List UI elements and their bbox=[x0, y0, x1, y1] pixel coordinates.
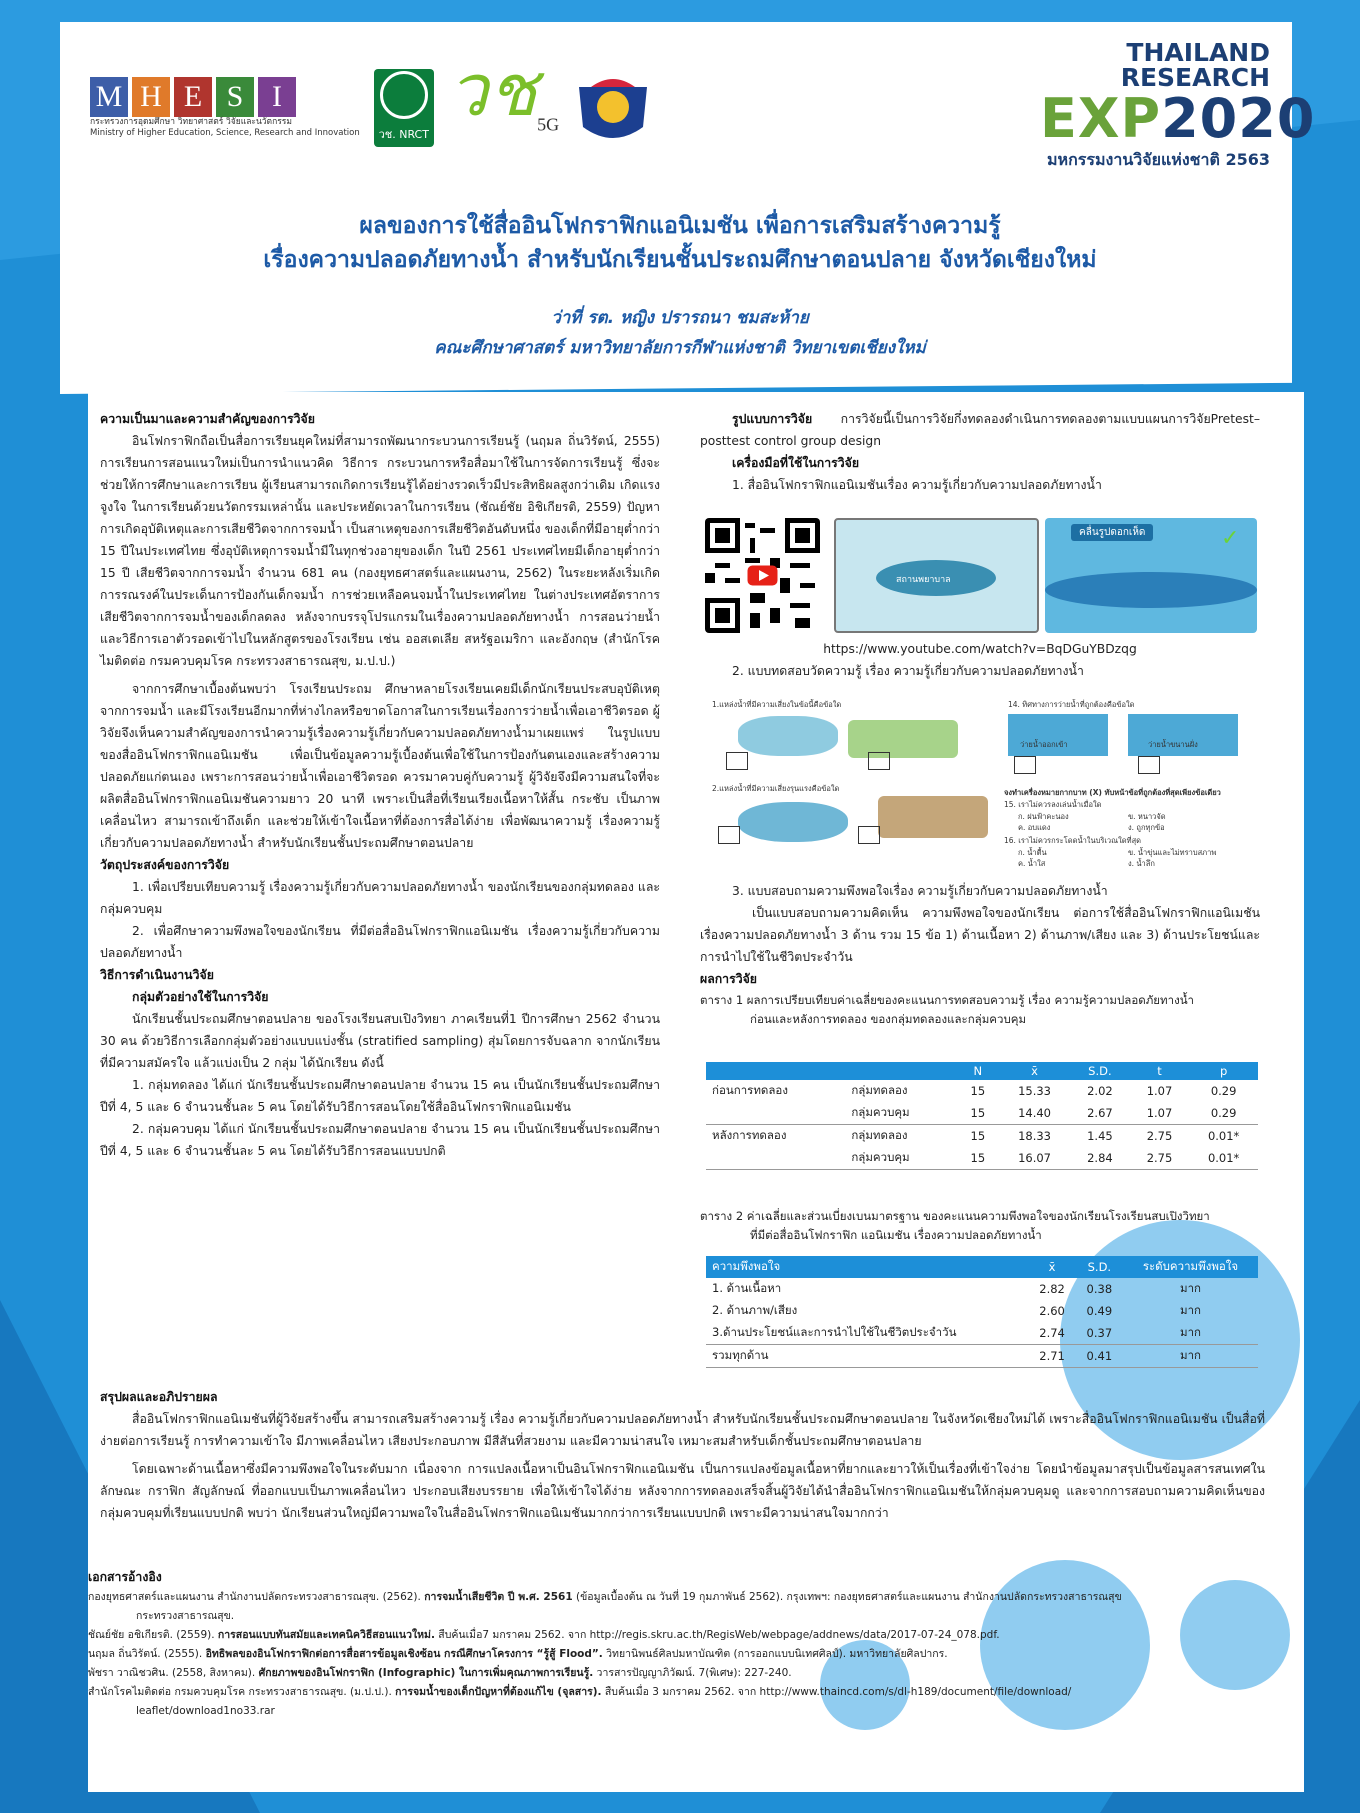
reference-5-cont: leaflet/download1no33.rar bbox=[136, 1705, 275, 1717]
table-cell: 0.41 bbox=[1076, 1345, 1123, 1368]
table-cell: 14.40 bbox=[999, 1102, 1070, 1125]
table-header-cell: ความพึงพอใจ bbox=[706, 1256, 1028, 1278]
test-choice: ค. อบแดง bbox=[1018, 823, 1051, 832]
table-cell: 2.71 bbox=[1028, 1345, 1075, 1368]
table-1-caption: ตาราง 1 ผลการเปรียบเทียบค่าเฉลี่ยของคะแนนการทดสอบความรู้ เรื่อง ความรู้ความปลอดภัยทางน้ำ bbox=[700, 993, 1195, 1007]
infographic-image-1 bbox=[834, 518, 1039, 633]
qr-code-image bbox=[705, 518, 820, 633]
objective-1: 1. เพื่อเปรียบเทียบความรู้ เรื่องความรู้เกี่ยวกับความปลอดภัยทางน้ำ ของนักเรียนของกลุ่มทดลอง และ กลุ่มควบคุม bbox=[100, 880, 660, 916]
table-cell: 0.01* bbox=[1207, 1129, 1240, 1143]
table-row bbox=[706, 1345, 1258, 1368]
table-cell: ก่อนการทดลอง bbox=[712, 1083, 788, 1097]
table-cell: 0.29 bbox=[1189, 1102, 1258, 1125]
nrct-seal-icon bbox=[380, 71, 428, 119]
table-cell bbox=[706, 1102, 845, 1125]
test-choice: ก. น้ำตื้น bbox=[1018, 848, 1047, 857]
university-emblem-icon bbox=[573, 67, 653, 149]
conclusion-section bbox=[100, 1386, 1265, 1524]
test-instruction: จงทำเครื่องหมายกากบาท (X) ทับหน้าข้อที่ถูกต้องที่สุดเพียงข้อเดียว bbox=[1004, 788, 1221, 797]
design-text: การวิจัยนี้เป็นการวิจัยกึ่งทดลองดำเนินการทดลองตามแบบแผนการวิจัยPretest–posttest control group design bbox=[700, 412, 1260, 448]
reference-5: สำนักโรคไมติดต่อ กรมควบคุมโรค กระทรวงสาธารณสุข. (ม.ป.ป.). การจมน้ำของเด็กปัญหาที่ต้องแก้ไข (จุลสาร). สืบค้นเมื่อ 3 มกราคม 2562. จาก http://www.thaincd.com/s/dl-h189/document/file/download/ bbox=[88, 1686, 1072, 1698]
mhesi-letter: H bbox=[132, 77, 170, 117]
infographic-label: สถานพยาบาล bbox=[896, 575, 951, 585]
background-paragraph-1: อินโฟกราฟิกถือเป็นสื่อการเรียนยุคใหม่ที่สามารถพัฒนากระบวนการเรียนรู้ (นฤมล ถิ่นวิรัตน์, 2555) การเรียนการสอนแนวใหม่เป็นการนำแนวคิด วิธีการ กระบวนการหรือสื่อมาใช้ในการจัดการเรียนรู้ ซึ่งจะช่วยให้การศึกษาและการเรียน ผู้เรียนสามารถเกิดการเรียนรู้ได้อย่างรวดเร็วมีประสิทธิผลสูงกว่าเดิม เกิดแรงจูงใจ ในการเรียนด้วยนวัตกรรมเหล่านั้น และประหยัดเวลาในการเรียน (ชัณย์ชัย อิชิเกียรติ, 2559) ปัญหาการเกิดอุบัติเหตุและการเสียชีวิตจากการจมน้ำ เป็นสาเหตุของการเสียชีวิตอันดับหนึ่ง ของเด็กที่มีอายุต่ำกว่า 15 ปีในประเทศไทย ซึ่งอุบัติเหตุการจมน้ำมีในทุกช่วงอายุของเด็ก ในปี 2561 ประเทศไทยมีเด็กอายุต่ำกว่า 15 ปี เสียชีวิตจากการจมน้ำ จำนวน 681 คน (กองยุทธศาสตร์และแผนงาน, 2562) ในระยะหลังเริ่มเกิดการรณรงค์ในประเด็นการป้องกันเด็กจมน้ำ การช่วยเหลือคนจมน้ำในประเทศไทย ในต่างประเทศอัตราการเสียชีวิตจากการจมน้ำของเด็กลดลง หลังจากบรรจุโปรแกรมในเรื่องความปลอดภัยทางน้ำ การสอนว่ายน้ำ และวิธีการเอาตัวรอดเข้าไปในหลักสูตรของโรงเรียน เช่น ออสเตเลีย สหรัฐอเมริกา และอังกฤษ (สำนักโรคไมติดต่อ กรมควบคุมโรค กระทรวงสาธารณสุข, ม.ป.ป.) bbox=[100, 434, 660, 668]
expo-title: THAILAND RESEARCH bbox=[1120, 38, 1270, 92]
thailand-research-expo-logo bbox=[1040, 38, 1316, 180]
section-heading-results: ผลการวิจัย bbox=[700, 972, 758, 986]
poster-title-line2: เรื่องความปลอดภัยทางน้ำ สำหรับนักเรียนชั้นประถมศึกษาตอนปลาย จังหวัดเชียงใหม่ bbox=[263, 247, 1097, 273]
test-wave-label-2: ว่ายน้ำขนานฝั่ง bbox=[1148, 740, 1198, 749]
test-question-1: 1.แหล่งน้ำที่มีความเสี่ยงในข้อนี้คือข้อใด bbox=[712, 700, 842, 709]
reference-1: กองยุทธศาสตร์และแผนงาน สำนักงานปลัดกระทรวงสาธารณสุข. (2562). การจมน้ำเสียชีวิต ปี พ.ศ. 2561 (ข้อมูลเบื้องต้น ณ วันที่ 19 กุมภาพันธ์ 2562). กรุงเทพฯ: กองยุทธศาสตร์และแผนงาน สำนักงานปลัดกระทรวงสาธารณสุข bbox=[88, 1591, 1122, 1603]
test-choice: ก. ฝนฟ้าคะนอง bbox=[1018, 812, 1069, 821]
table-cell: 2.75 bbox=[1130, 1147, 1190, 1170]
table-2 bbox=[706, 1256, 1258, 1368]
table-cell: 0.29 bbox=[1210, 1084, 1237, 1098]
table-header-cell: x̄ bbox=[999, 1062, 1070, 1080]
table-header-cell bbox=[706, 1062, 845, 1080]
table-header-cell: N bbox=[957, 1062, 999, 1080]
table-cell: 16.07 bbox=[999, 1147, 1070, 1170]
table-cell bbox=[706, 1147, 845, 1170]
table-2-caption-2: ที่มีต่อสื่ออินโฟกราฟิก แอนิเมชัน เรื่องความปลอดภัยทางน้ำ bbox=[750, 1228, 1042, 1242]
reference-1-cont: กระทรวงสาธารณสุข. bbox=[136, 1610, 235, 1622]
section-heading-method: วิธีการดำเนินงานวิจัย bbox=[100, 968, 214, 982]
method-group-2: 2. กลุ่มควบคุม ได้แก่ นักเรียนชั้นประถมศึกษาตอนปลาย จำนวน 15 คน เป็นนักเรียนชั้นประถมศึกษาปีที่ 4, 5 และ 6 จำนวนชั้นละ 5 คน โดยได้รับวิธีการสอนแบบปกติ bbox=[100, 1122, 660, 1158]
table-cell: มาก bbox=[1123, 1345, 1258, 1368]
mhesi-english-name: Ministry of Higher Education, Science, Research and Innovation bbox=[90, 128, 360, 138]
table-cell: 2.02 bbox=[1087, 1084, 1113, 1098]
test-sample-image bbox=[708, 696, 1263, 874]
method-paragraph: นักเรียนชั้นประถมศึกษาตอนปลาย ของโรงเรียนสบเปิงวิทยา ภาคเรียนที่1 ปีการศึกษา 2562 จำนวน 30 คน ด้วยวิธีการเลือกกลุ่มตัวอย่างแบบแบ่งชั้น (stratified sampling) สุ่มโดยการจับฉลาก จากนักเรียนที่มีความสมัครใจ แล้วแบ่งเป็น 2 กลุ่ม ได้นักเรียน ดังนี้ bbox=[100, 1012, 660, 1070]
table-cell: 1. ด้านเนื้อหา bbox=[712, 1281, 782, 1295]
objective-2: 2. เพื่อศึกษาความพึงพอใจของนักเรียน ที่มีต่อสื่ออินโฟกราฟิกแอนิเมชัน เรื่องความรู้เกี่ยวกับความปลอดภัยทางน้ำ bbox=[100, 924, 660, 960]
table-cell: 2.84 bbox=[1070, 1147, 1130, 1170]
section-heading-conclusion: สรุปผลและอภิปรายผล bbox=[100, 1390, 218, 1404]
subheading-sample: กลุ่มตัวอย่างใช้ในการวิจัย bbox=[132, 990, 269, 1004]
table-header-cell: t bbox=[1130, 1062, 1190, 1080]
youtube-link[interactable]: https://www.youtube.com/watch?v=BqDGuYBDzqg bbox=[823, 642, 1137, 656]
expo-subtitle: มหกรรมงานวิจัยแห่งชาติ 2563 bbox=[1047, 150, 1270, 169]
test-question-15: 15. เราไม่ควรลงเล่นน้ำเมื่อใด bbox=[1004, 800, 1102, 809]
table-header-cell: S.D. bbox=[1070, 1062, 1130, 1080]
table-cell: มาก bbox=[1179, 1281, 1201, 1295]
table-header-cell: S.D. bbox=[1076, 1256, 1123, 1278]
table-cell: 15 bbox=[970, 1129, 986, 1143]
table-cell: กลุ่มทดลอง bbox=[851, 1083, 908, 1097]
table-cell: กลุ่มทดลอง bbox=[851, 1128, 908, 1142]
table-row bbox=[706, 1102, 1258, 1125]
nrct-label: วช. NRCT bbox=[378, 128, 429, 141]
references-section bbox=[88, 1566, 1268, 1721]
table-1 bbox=[706, 1062, 1258, 1170]
table-cell: 15.33 bbox=[1018, 1084, 1051, 1098]
table-row bbox=[706, 1322, 1258, 1345]
reference-3: นฤมล ถิ่นวิรัตน์. (2555). อิทธิพลของอินโฟกราฟิกต่อการสื่อสารข้อมูลเชิงซ้อน กรณีศึกษาโครงการ “รู้สู้ Flood”. วิทยานิพนธ์ศิลปมหาบัณฑิต (การออกแบบนิเทศศิลป์). มหาวิทยาลัยศิลปากร. bbox=[88, 1648, 948, 1660]
tool-3: 3. แบบสอบถามความพึงพอใจเรื่อง ความรู้เกี่ยวกับความปลอดภัยทางน้ำ bbox=[732, 884, 1108, 898]
mhesi-logo bbox=[90, 77, 360, 139]
right-column-cont bbox=[700, 638, 1260, 682]
table-cell: 1.45 bbox=[1087, 1129, 1113, 1143]
table-cell: 0.37 bbox=[1076, 1322, 1123, 1345]
table-header-row bbox=[706, 1062, 1258, 1080]
table-cell: หลังการทดลอง bbox=[712, 1128, 787, 1142]
mhesi-letter: E bbox=[174, 77, 212, 117]
section-heading-references: เอกสารอ้างอิง bbox=[88, 1570, 162, 1584]
table-header-row bbox=[706, 1256, 1258, 1278]
table-row bbox=[706, 1147, 1258, 1170]
table-cell: มาก bbox=[1123, 1322, 1258, 1345]
poster-title-line1: ผลของการใช้สื่ออินโฟกราฟิกแอนิเมชัน เพื่อการเสริมสร้างความรู้ bbox=[359, 213, 1001, 239]
table-cell: 2. ด้านภาพ/เสียง bbox=[712, 1303, 798, 1317]
infographic-caption: คลื่นรูปดอกเห็ด bbox=[1071, 524, 1153, 541]
conclusion-paragraph-2: โดยเฉพาะด้านเนื้อหาซึ่งมีความพึงพอใจในระดับมาก เนื่องจาก การแปลงเนื้อหาเป็นอินโฟกราฟิกแอนิเมชัน เป็นการแปลงข้อมูลเนื้อหาที่ยากและยาวให้เป็นเรื่องที่เข้าใจง่าย โดยนำข้อมูลมาสรุปเป็นข้อมูลสารสนเทศในลักษณะ กราฟิก สัญลักษณ์ ที่ออกแบบเป็นภาพเคลื่อนไหว ประกอบเสียงบรรยาย เพื่อให้เข้าใจได้ง่าย หลังจากการทดลองเสร็จสิ้นผู้วิจัยได้นำสื่ออินโฟกราฟิกแอนิเมชันให้กลุ่มควบคุมดู และจากการสอบถามความคิดเห็นของกลุ่มควบคุมที่เรียนแบบปกติ พบว่า นักเรียนส่วนใหญ่มีความพอใจในสื่ออินโฟกราฟิกแอนิเมชันมากกว่าการเรียนแบบปกติ เพราะมีความน่าสนใจมากกว่า bbox=[100, 1462, 1265, 1520]
vc-sub-label: 5G bbox=[537, 114, 560, 135]
test-choice: ข. หนาวจัด bbox=[1128, 812, 1166, 821]
table-cell: 1.07 bbox=[1146, 1084, 1173, 1098]
test-choice: ค. น้ำใส bbox=[1018, 859, 1046, 868]
table-2-caption: ตาราง 2 ค่าเฉลี่ยและส่วนเบี่ยงเบนมาตรฐาน ของคะแนนความพึงพอใจของนักเรียนโรงเรียนสบเปิงวิทยา bbox=[700, 1209, 1210, 1223]
right-column-tool3 bbox=[700, 880, 1260, 1028]
design-label: รูปแบบการวิจัย bbox=[732, 412, 813, 426]
tool-1: 1. สื่ออินโฟกราฟิกแอนิเมชันเรื่อง ความรู้เกี่ยวกับความปลอดภัยทางน้ำ bbox=[732, 478, 1102, 492]
table-row bbox=[706, 1125, 1258, 1148]
test-question-14: 14. ทิศทางการว่ายน้ำที่ถูกต้องคือข้อใด bbox=[1008, 700, 1135, 709]
table-cell: 3.ด้านประโยชน์และการนำไปใช้ในชีวิตประจำวัน bbox=[706, 1322, 1028, 1345]
table-cell: 2.74 bbox=[1028, 1322, 1075, 1345]
method-group-1: 1. กลุ่มทดลอง ได้แก่ นักเรียนชั้นประถมศึกษาตอนปลาย จำนวน 15 คน เป็นนักเรียนชั้นประถมศึกษาปีที่ 4, 5 และ 6 จำนวนชั้นละ 5 คน โดยได้รับวิธีการสอนโดยใช้สื่ออินโฟกราฟิกแอนิเมชัน bbox=[100, 1078, 660, 1114]
mhesi-thai-name: กระทรวงการอุดมศึกษา วิทยาศาสตร์ วิจัยและนวัตกรรม bbox=[90, 117, 292, 127]
expo-year: 2020 bbox=[1161, 87, 1316, 150]
section-heading-background: ความเป็นมาและความสำคัญของการวิจัย bbox=[100, 412, 315, 426]
author-affiliation: คณะศึกษาศาสตร์ มหาวิทยาลัยการกีฬาแห่งชาติ วิทยาเขตเชียงใหม่ bbox=[434, 338, 926, 358]
test-choice: ข. น้ำขุ่นและไม่ทราบสภาพ bbox=[1128, 848, 1217, 857]
mhesi-letter: I bbox=[258, 77, 296, 117]
table-cell: 2.60 bbox=[1039, 1304, 1065, 1318]
nrct-logo bbox=[374, 69, 434, 147]
table-header-cell: x̄ bbox=[1028, 1256, 1075, 1278]
table-row bbox=[706, 1080, 1258, 1102]
table-cell: 2.67 bbox=[1070, 1102, 1130, 1125]
table-cell: รวมทุกด้าน bbox=[706, 1345, 1028, 1368]
table-2-caption-block bbox=[700, 1206, 1265, 1244]
mhesi-letter: S bbox=[216, 77, 254, 117]
vc-label: วช bbox=[447, 51, 538, 132]
tool-3-description: เป็นแบบสอบถามความคิดเห็น ความพึงพอใจของนักเรียน ต่อการใช้สื่ออินโฟกราฟิกแอนิเมชัน เรื่องความปลอดภัยทางน้ำ 3 ด้าน รวม 15 ข้อ 1) ด้านเนื้อหา 2) ด้านภาพ/เสียง และ 3) ด้านประโยชน์และการนำไปใช้ในชีวิตประจำวัน bbox=[700, 906, 1260, 964]
right-column bbox=[700, 408, 1260, 496]
table-cell: 2.75 bbox=[1146, 1129, 1173, 1143]
table-row bbox=[706, 1278, 1258, 1300]
table-header-cell bbox=[845, 1062, 956, 1080]
table-cell: 0.38 bbox=[1086, 1282, 1113, 1296]
table-cell: 1.07 bbox=[1130, 1102, 1190, 1125]
test-choice: ง. น้ำลึก bbox=[1128, 859, 1155, 868]
test-question-16: 16. เราไม่ควรกระโดดน้ำในบริเวณใดที่สุด bbox=[1004, 836, 1142, 845]
left-column bbox=[100, 408, 660, 1162]
tool-2: 2. แบบทดสอบวัดความรู้ เรื่อง ความรู้เกี่ยวกับความปลอดภัยทางน้ำ bbox=[732, 664, 1084, 678]
infographic-image-2 bbox=[1045, 518, 1257, 633]
table-header-cell: ระดับความพึงพอใจ bbox=[1123, 1256, 1258, 1278]
table-cell: 15 bbox=[957, 1102, 999, 1125]
table-cell: 2.82 bbox=[1039, 1282, 1065, 1296]
section-heading-objectives: วัตถุประสงค์ของการวิจัย bbox=[100, 858, 230, 872]
background-paragraph-2: จากการศึกษาเบื้องต้นพบว่า โรงเรียนประถม ศึกษาหลายโรงเรียนเคยมีเด็กนักเรียนประสบอุบัติเหตุจากการจมน้ำ และมีโรงเรียนอีกมากที่ห่างไกลหรือขาดโอกาสในการเรียนเรื่องการว่ายน้ำเพื่อเอาชีวิตรอด ผู้วิจัยจึงเห็นความสำคัญของการนำความรู้เรื่องความรู้เกี่ยวกับความปลอดภัยทางน้ำมาเผยแพร่ ในรูปแบบของสื่ออินโฟกราฟิกแอนิเมชัน เพื่อเป็นข้อมูลความรู้เบื้องต้นเพื่อใช้ในการป้องกันตนเองและสร้างความปลอดภัยแก่ตนเอง เพราะการสอนว่ายน้ำเพื่อเอาชีวิตรอด ควรมาควบคู่กับความรู้ ผู้วิจัยจึงมีความสนใจที่จะผลิตสื่ออินโฟกราฟิกแอนิเมชันความยาว 20 นาที เพราะเป็นสื่อที่เรียนเรียงเนื้อหาให้สั้น กระชับ เป็นภาพเคลื่อนไหว สามารถเข้าถึงเด็ก และช่วยให้เข้าใจเนื้อหาที่ต้องการสื่อได้ง่าย เพื่อพัฒนาความรู้ เรื่องความรู้เกี่ยวกับความปลอดภัยทางน้ำ สำหรับนักเรียนชั้นประถมศึกษาตอนปลาย bbox=[100, 682, 660, 850]
check-icon: ✓ bbox=[1221, 526, 1240, 551]
table-cell: 18.33 bbox=[1018, 1129, 1051, 1143]
vc-5g-logo bbox=[447, 51, 560, 159]
reference-4: พัชรา วาณิชวศิน. (2558, สิงหาคม). ศักยภาพของอินโฟกราฟิก (Infographic) ในการเพิ่มคุณภาพการเรียนรู้. วารสารปัญญาภิวัฒน์. 7(พิเศษ): 227-240. bbox=[88, 1667, 792, 1679]
author-name: ว่าที่ รต. หญิง ปรารถนา ชมสะห้าย bbox=[551, 308, 809, 328]
test-question-2: 2.แหล่งน้ำที่มีความเสี่ยงรุนแรงคือข้อใด bbox=[712, 784, 840, 793]
test-wave-label-1: ว่ายน้ำออกเข้า bbox=[1020, 740, 1068, 749]
table-row bbox=[706, 1300, 1258, 1322]
conclusion-paragraph-1: สื่ออินโฟกราฟิกแอนิเมชันที่ผู้วิจัยสร้างขึ้น สามารถเสริมสร้างความรู้ เรื่อง ความรู้เกี่ยวกับความปลอดภัยทางน้ำ สำหรับนักเรียนชั้นประถมศึกษาตอนปลาย ในจังหวัดเชียงใหม่ได้ เพราะสื่ออินโฟกราฟิกแอนิเมชัน เป็นสื่อที่ง่ายต่อการเรียนรู้ การทำความเข้าใจ มีภาพเคลื่อนไหว เสียงประกอบภาพ มีสีสันที่สวยงาม และมีความน่าสนใจ เหมาะสมสำหรับเด็กชั้นประถมศึกษาตอนปลาย bbox=[100, 1412, 1265, 1448]
table-cell: กลุ่มควบคุม bbox=[845, 1102, 956, 1125]
table-cell: กลุ่มควบคุม bbox=[845, 1147, 956, 1170]
expo-word: EXP bbox=[1040, 87, 1162, 150]
test-choice: ง. ถูกทุกข้อ bbox=[1128, 823, 1165, 832]
tools-label: เครื่องมือที่ใช้ในการวิจัย bbox=[732, 456, 860, 470]
mhesi-letter: M bbox=[90, 77, 128, 117]
table-1-caption-2: ก่อนและหลังการทดลอง ของกลุ่มทดลองและกลุ่มควบคุม bbox=[750, 1012, 1027, 1026]
table-cell: 15 bbox=[957, 1147, 999, 1170]
reference-2: ชัณย์ชัย อชิเกียรติ. (2559). การสอนแบบทันสมัยและเทคนิควิธีสอนแนวใหม่. สืบค้นเมื่อ7 มกราคม 2562. จาก http://regis.skru.ac.th/RegisWeb/webpage/addnews/data/2017-07-24_078.pdf. bbox=[88, 1629, 1000, 1641]
table-cell: มาก bbox=[1179, 1303, 1201, 1317]
logo-row bbox=[90, 51, 653, 158]
table-cell: 15 bbox=[970, 1084, 986, 1098]
table-cell: 0.01* bbox=[1189, 1147, 1258, 1170]
table-header-cell: p bbox=[1189, 1062, 1258, 1080]
table-cell: 0.49 bbox=[1086, 1304, 1113, 1318]
